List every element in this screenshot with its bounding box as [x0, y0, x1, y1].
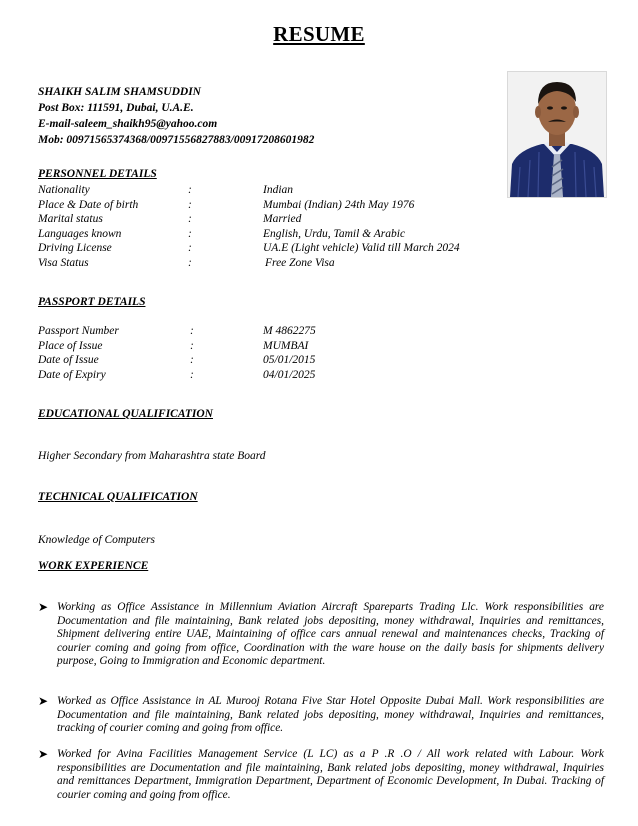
- passport-row-expiry-date: [38, 368, 618, 383]
- work-experience-text: Worked for Avina Facilities Management Service (L LC) as a P .R .O / All work related with Labour. Work responsibilities are Documentation and file maintaining, Bank related jobs depositing, money withdrawal, Inquiries and remittances Department, Immigration Department, Department of Economic Development, In Dubai. Tracking of courier coming and going from office.: [57, 748, 604, 801]
- section-heading-passport: PASSPORT DETAILS: [38, 296, 146, 308]
- detail-value: 05/01/2015: [263, 354, 316, 366]
- detail-row-visa: [38, 256, 618, 271]
- detail-separator: :: [188, 242, 192, 254]
- detail-value: Married: [263, 213, 302, 225]
- detail-row-birth: [38, 198, 618, 213]
- detail-label: Driving License: [38, 242, 112, 254]
- detail-value: Indian: [263, 184, 294, 196]
- detail-label: Date of Issue: [38, 354, 99, 366]
- detail-label: Place & Date of birth: [38, 198, 139, 211]
- detail-label: Languages known: [38, 227, 122, 240]
- arrowhead-bullet-icon: ➤: [38, 694, 49, 708]
- detail-label: Nationality: [38, 184, 90, 196]
- detail-separator: :: [188, 256, 192, 269]
- detail-value: Mumbai (Indian) 24th May 1976: [263, 198, 415, 211]
- detail-label: Marital status: [38, 213, 103, 225]
- mobile-numbers: Mob: 00971565374368/00971556827883/00917208601982: [38, 134, 315, 146]
- contact-block: [38, 84, 314, 148]
- arrowhead-bullet-icon: ➤: [38, 747, 49, 761]
- detail-row-license: [38, 241, 618, 256]
- detail-separator: :: [188, 184, 192, 196]
- detail-value: English, Urdu, Tamil & Arabic: [263, 227, 406, 240]
- page-title: RESUME: [273, 22, 365, 46]
- detail-value: 04/01/2025: [263, 368, 316, 381]
- detail-separator: :: [188, 198, 192, 211]
- work-experience-text: Worked as Office Assistance in AL Murooj Rotana Five Star Hotel Opposite Dubai Mall. Work responsibilities are Documentation and file maintaining, Bank related jobs depositing, money withdrawal, Inquiries and remittances, tracking of courier coming and going from office.: [57, 695, 604, 734]
- detail-separator: :: [190, 368, 194, 381]
- work-experience-item: [38, 601, 604, 669]
- detail-label: Passport Number: [38, 325, 119, 337]
- detail-row-languages: [38, 227, 618, 242]
- detail-value: M 4862275: [263, 325, 316, 337]
- detail-label: Visa Status: [38, 256, 89, 269]
- candidate-name: SHAIKH SALIM SHAMSUDDIN: [38, 86, 201, 98]
- detail-label: Date of Expiry: [38, 368, 106, 381]
- post-box: Post Box: 111591, Dubai, U.A.E.: [38, 102, 194, 114]
- detail-separator: :: [190, 354, 194, 366]
- technical-text: Knowledge of Computers: [38, 534, 155, 546]
- detail-row-marital: [38, 212, 618, 227]
- passport-row-issue-date: [38, 353, 618, 368]
- detail-label: Place of Issue: [38, 339, 103, 352]
- education-text: Higher Secondary from Maharashtra state Board: [38, 450, 266, 462]
- passport-row-number: [38, 324, 618, 339]
- detail-separator: :: [188, 227, 192, 240]
- section-heading-personnel: PERSONNEL DETAILS: [38, 168, 157, 180]
- detail-value: MUMBAI: [263, 339, 309, 352]
- email-address: E-mail-saleem_shaikh95@yahoo.com: [38, 118, 218, 130]
- work-experience-item: [38, 695, 604, 736]
- section-heading-technical: TECHNICAL QUALIFICATION: [38, 491, 198, 503]
- detail-separator: :: [190, 325, 194, 337]
- detail-value: UA.E (Light vehicle) Valid till March 2024: [263, 242, 460, 254]
- detail-value: Free Zone Visa: [265, 256, 335, 269]
- section-heading-education: EDUCATIONAL QUALIFICATION: [38, 408, 213, 420]
- profile-photo: [507, 71, 607, 198]
- section-heading-work: WORK EXPERIENCE: [38, 560, 149, 572]
- work-experience-text: Working as Office Assistance in Millennium Aviation Aircraft Spareparts Trading Llc. Work responsibilities are Documentation and file maintaining, Bank related jobs depositing, money withdrawal, Inquiries and remittances, Shipment delivering entire UAE, Maintaining of office cars annual renewal and maintenances checks, Tracking of courier coming and going from office, Coordination with the ware house on the daily basis for shipments delivery purpose, Going to Immigration and Economic department.: [57, 601, 604, 667]
- detail-row-nationality: [38, 183, 618, 198]
- arrowhead-bullet-icon: ➤: [38, 600, 49, 614]
- work-experience-item: [38, 748, 604, 802]
- detail-separator: :: [190, 339, 194, 352]
- detail-separator: :: [188, 213, 192, 225]
- passport-row-place: [38, 339, 618, 354]
